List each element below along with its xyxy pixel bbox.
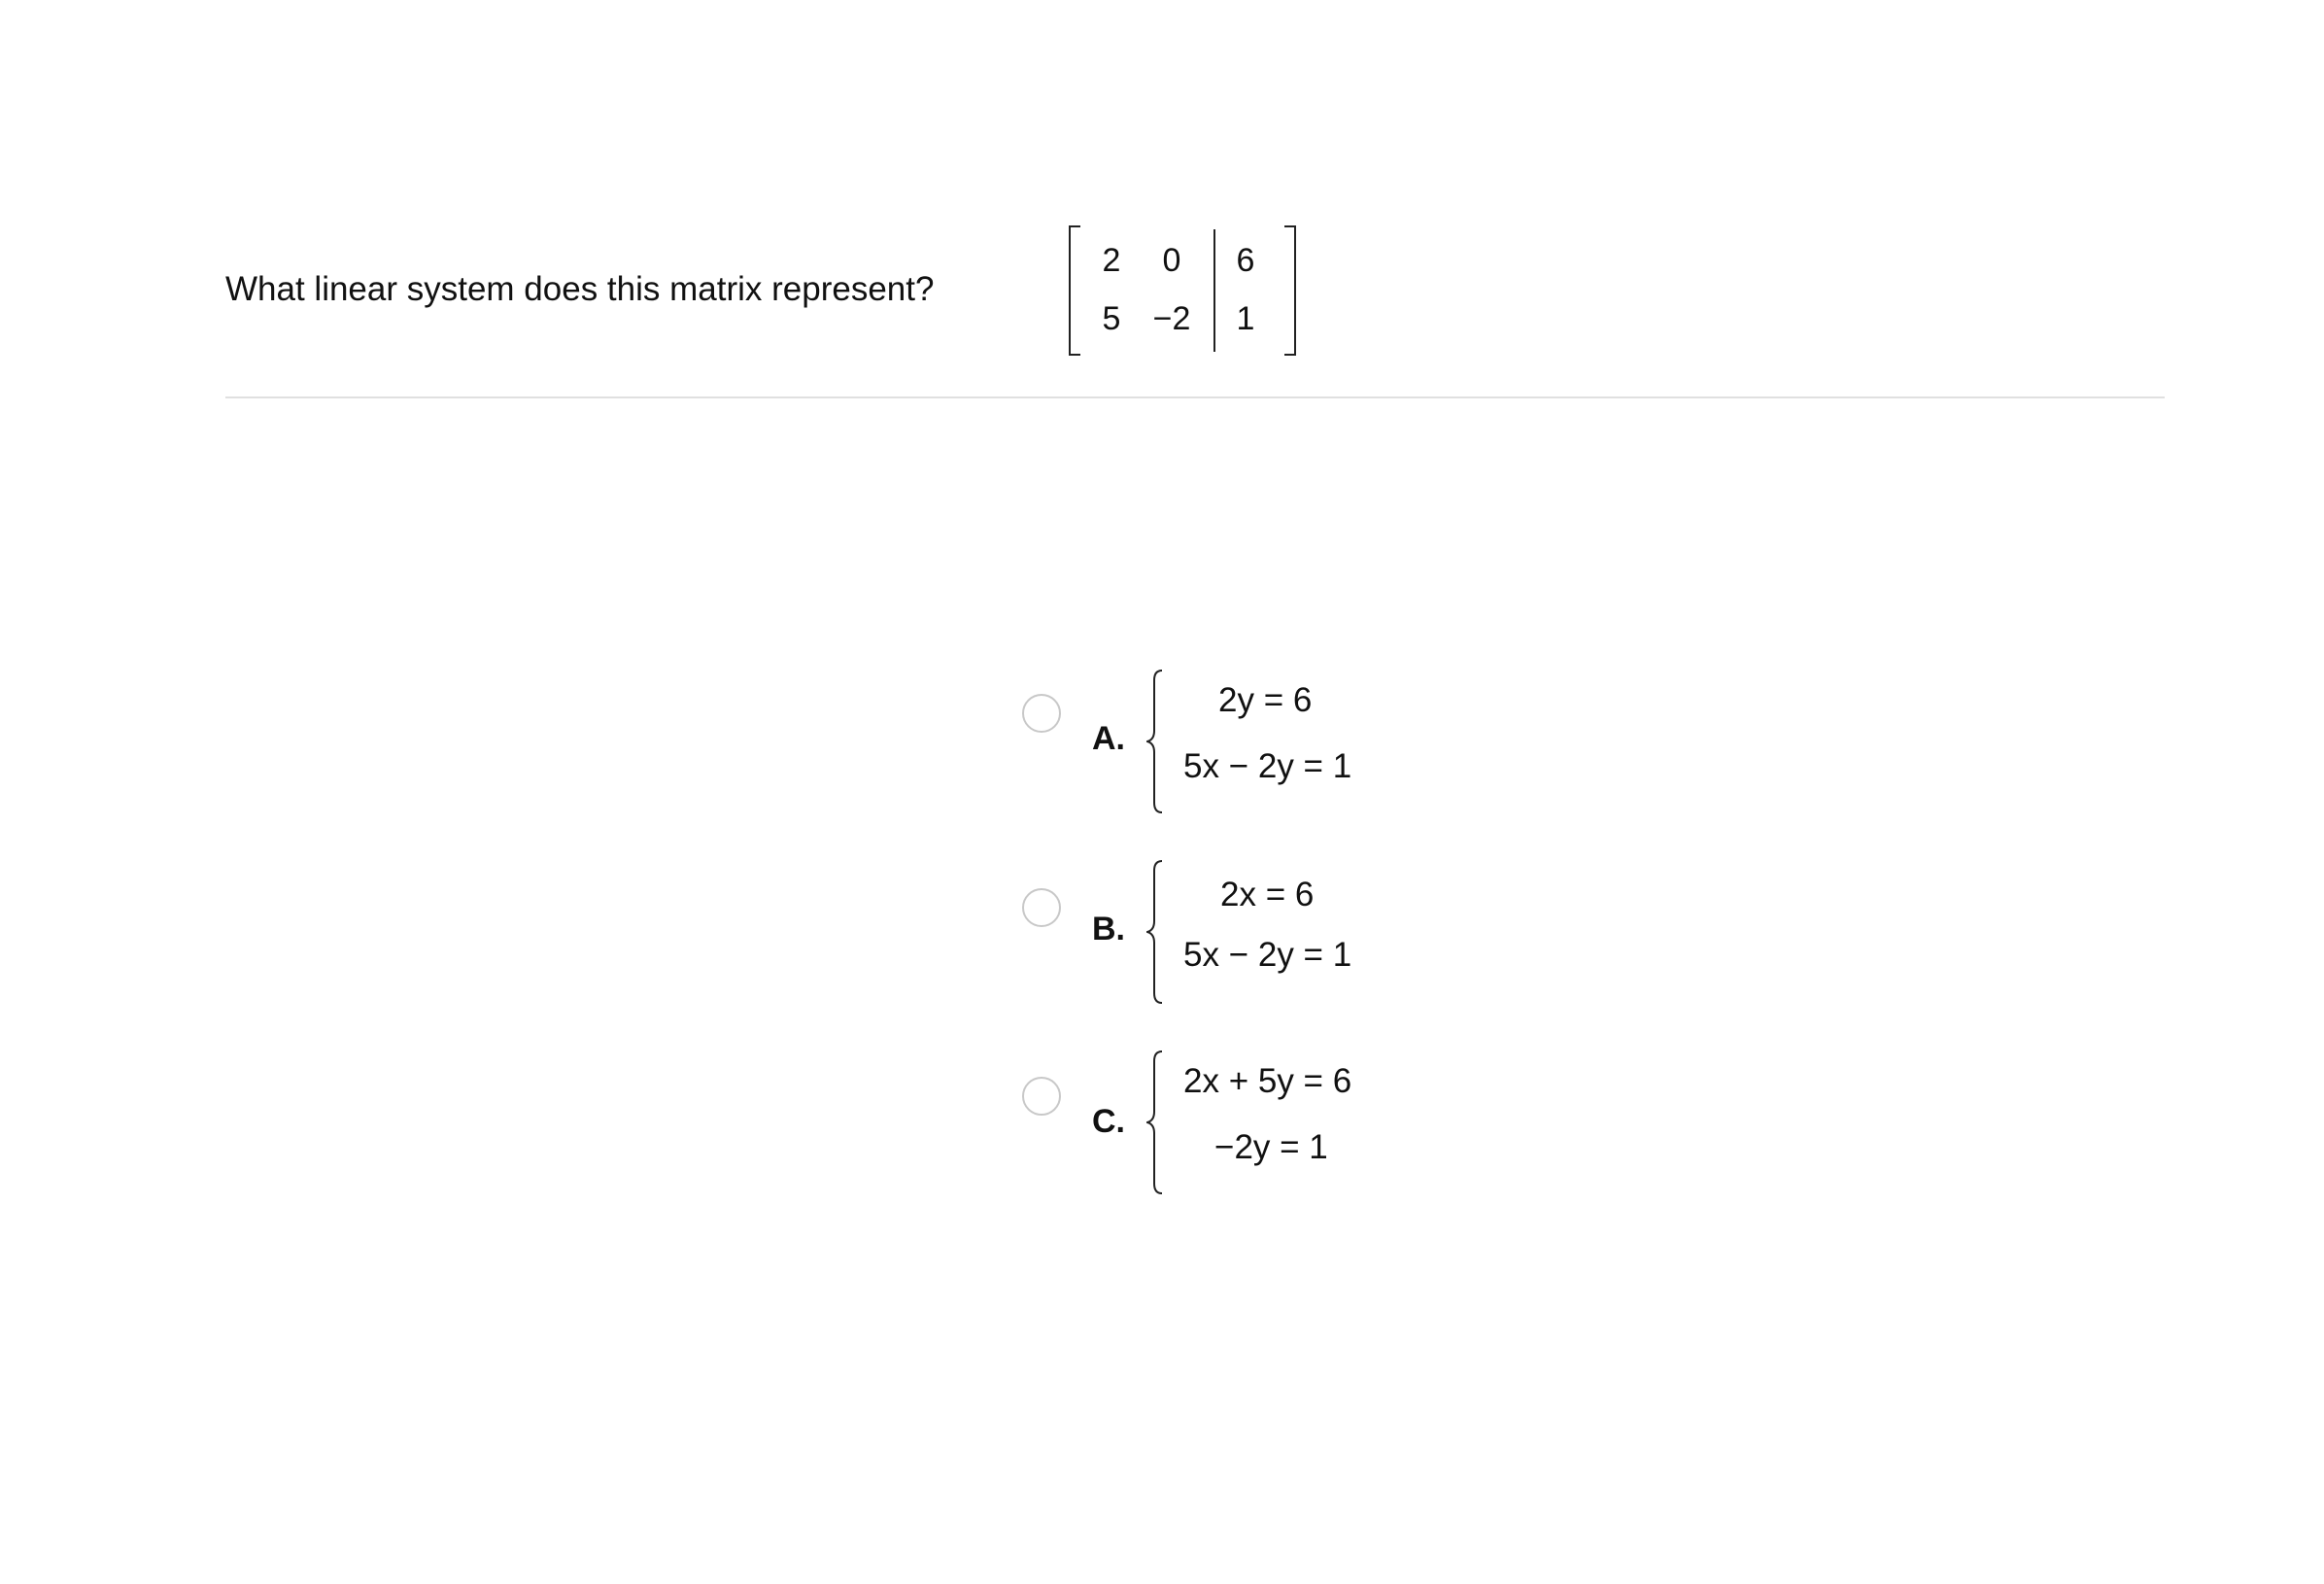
choice-c-letter: C. [1092,1103,1125,1140]
matrix-cell-r1c2: 0 [1162,242,1181,279]
choice-a-letter: A. [1092,720,1125,757]
matrix-cell-r2c2: −2 [1152,300,1191,337]
choice-b-letter: B. [1092,911,1125,947]
choice-a-equation-2: 5x − 2y = 1 [1183,747,1352,785]
matrix-left-bracket [1069,225,1080,356]
left-brace-icon [1146,669,1185,814]
matrix-cell-r1c3: 6 [1236,242,1255,279]
choice-b[interactable] [1022,859,1411,1005]
choice-b-equation-1: 2x = 6 [1220,876,1315,913]
choice-a[interactable] [1022,669,1411,814]
augmented-matrix [1063,225,1302,356]
choice-c[interactable] [1022,1050,1411,1195]
matrix-cell-r1c1: 2 [1102,242,1121,279]
radio-button-icon[interactable] [1022,1077,1061,1116]
matrix-cell-r2c3: 1 [1236,300,1255,337]
question-prompt: What linear system does this matrix represent? [225,270,935,308]
section-divider [225,396,2165,398]
choice-c-equation-1: 2x + 5y = 6 [1183,1062,1352,1100]
left-brace-icon [1146,1050,1185,1195]
choice-b-equation-2: 5x − 2y = 1 [1183,936,1352,974]
matrix-cell-r2c1: 5 [1102,300,1121,337]
matrix-right-bracket [1284,225,1296,356]
choice-a-equation-1: 2y = 6 [1218,681,1313,719]
left-brace-icon [1146,859,1185,1005]
radio-button-icon[interactable] [1022,888,1061,927]
matrix-augment-divider [1213,229,1215,352]
radio-button-icon[interactable] [1022,694,1061,733]
choice-c-equation-2: −2y = 1 [1214,1128,1328,1166]
